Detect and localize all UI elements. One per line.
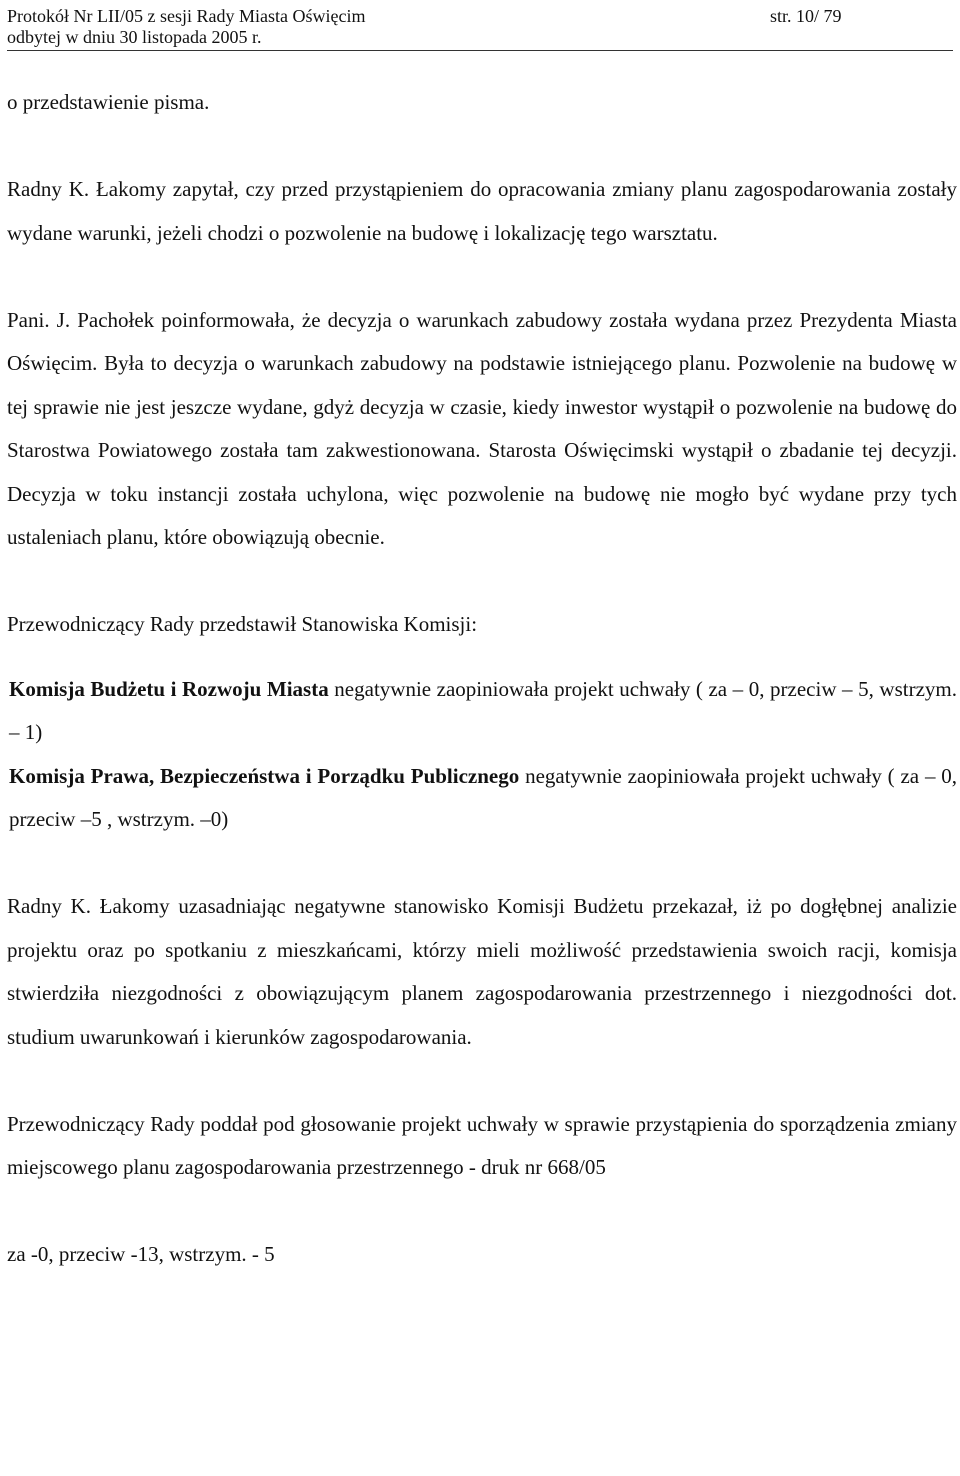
document-body	[7, 81, 957, 1277]
committee-name-budget: Komisja Budżetu i Rozwoju Miasta	[9, 676, 329, 701]
paragraph-question: Radny K. Łakomy zapytał, czy przed przystąpieniem do opracowania zmiany planu zagospodarowania zostały wydane warunki, jeżeli chodzi o pozwolenie na budowę i lokalizację tego warsztatu.	[7, 177, 957, 245]
header-title-line2: odbytej w dniu 30 listopada 2005 r.	[7, 27, 262, 47]
committee-text-budget: negatywnie zaopiniowała projekt uchwały ( za – 0, przeciw – 5, wstrzym. – 1)	[9, 676, 957, 744]
paragraph-committee-intro: Przewodniczący Rady przedstawił Stanowiska Komisji:	[7, 612, 478, 636]
paragraph-vote-call: Przewodniczący Rady poddał pod głosowanie projekt uchwały w sprawie przystąpienia do sporządzenia zmiany miejscowego planu zagospodarowania przestrzennego - druk nr 668/05	[7, 1111, 957, 1179]
page-header	[7, 6, 953, 50]
committee-name-law: Komisja Prawa, Bezpieczeństwa i Porządku Publicznego	[9, 763, 520, 788]
header-title-line1: Protokół Nr LII/05 z sesji Rady Miasta Oświęcim	[7, 6, 366, 26]
vote-result: za -0, przeciw -13, wstrzym. - 5	[7, 1242, 275, 1266]
committee-text-law: negatywnie zaopiniowała projekt uchwały ( za – 0, przeciw –5 , wstrzym. –0)	[9, 763, 957, 831]
committee-opinion-budget	[7, 668, 957, 755]
committee-opinion-law	[7, 755, 957, 842]
page-number: str. 10/ 79	[770, 6, 842, 26]
paragraph-justification: Radny K. Łakomy uzasadniając negatywne stanowisko Komisji Budżetu przekazał, iż po dogłębnej analizie projektu oraz po spotkaniu z mieszkańcami, którzy mieli możliwość przedstawienia swoich racji, komisja stwierdziła niezgodności z obowiązującym planem zagospodarowania przestrzennego i niezgodności dot. studium uwarunkowań i kierunków zagospodarowania.	[7, 894, 957, 1049]
header-divider	[7, 50, 953, 51]
paragraph-answer: Pani. J. Pachołek poinformowała, że decyzja o warunkach zabudowy została wydana przez Prezydenta Miasta Oświęcim. Była to decyzja o warunkach zabudowy na podstawie istniejącego planu. Pozwolenie na budowę w tej sprawie nie jest jeszcze wydane, gdyż decyzja w czasie, kiedy inwestor wystąpił o pozwolenie na budowę do Starostwa Powiatowego została tam zakwestionowana. Starosta Oświęcimski wystąpił o zbadanie tej decyzji. Decyzja w toku instancji została uchylona, więc pozwolenie na budowę nie mogło być wydane przy tych ustaleniach planu, które obowiązują obecnie.	[7, 307, 957, 549]
paragraph-intro: o przedstawienie pisma.	[7, 90, 210, 114]
